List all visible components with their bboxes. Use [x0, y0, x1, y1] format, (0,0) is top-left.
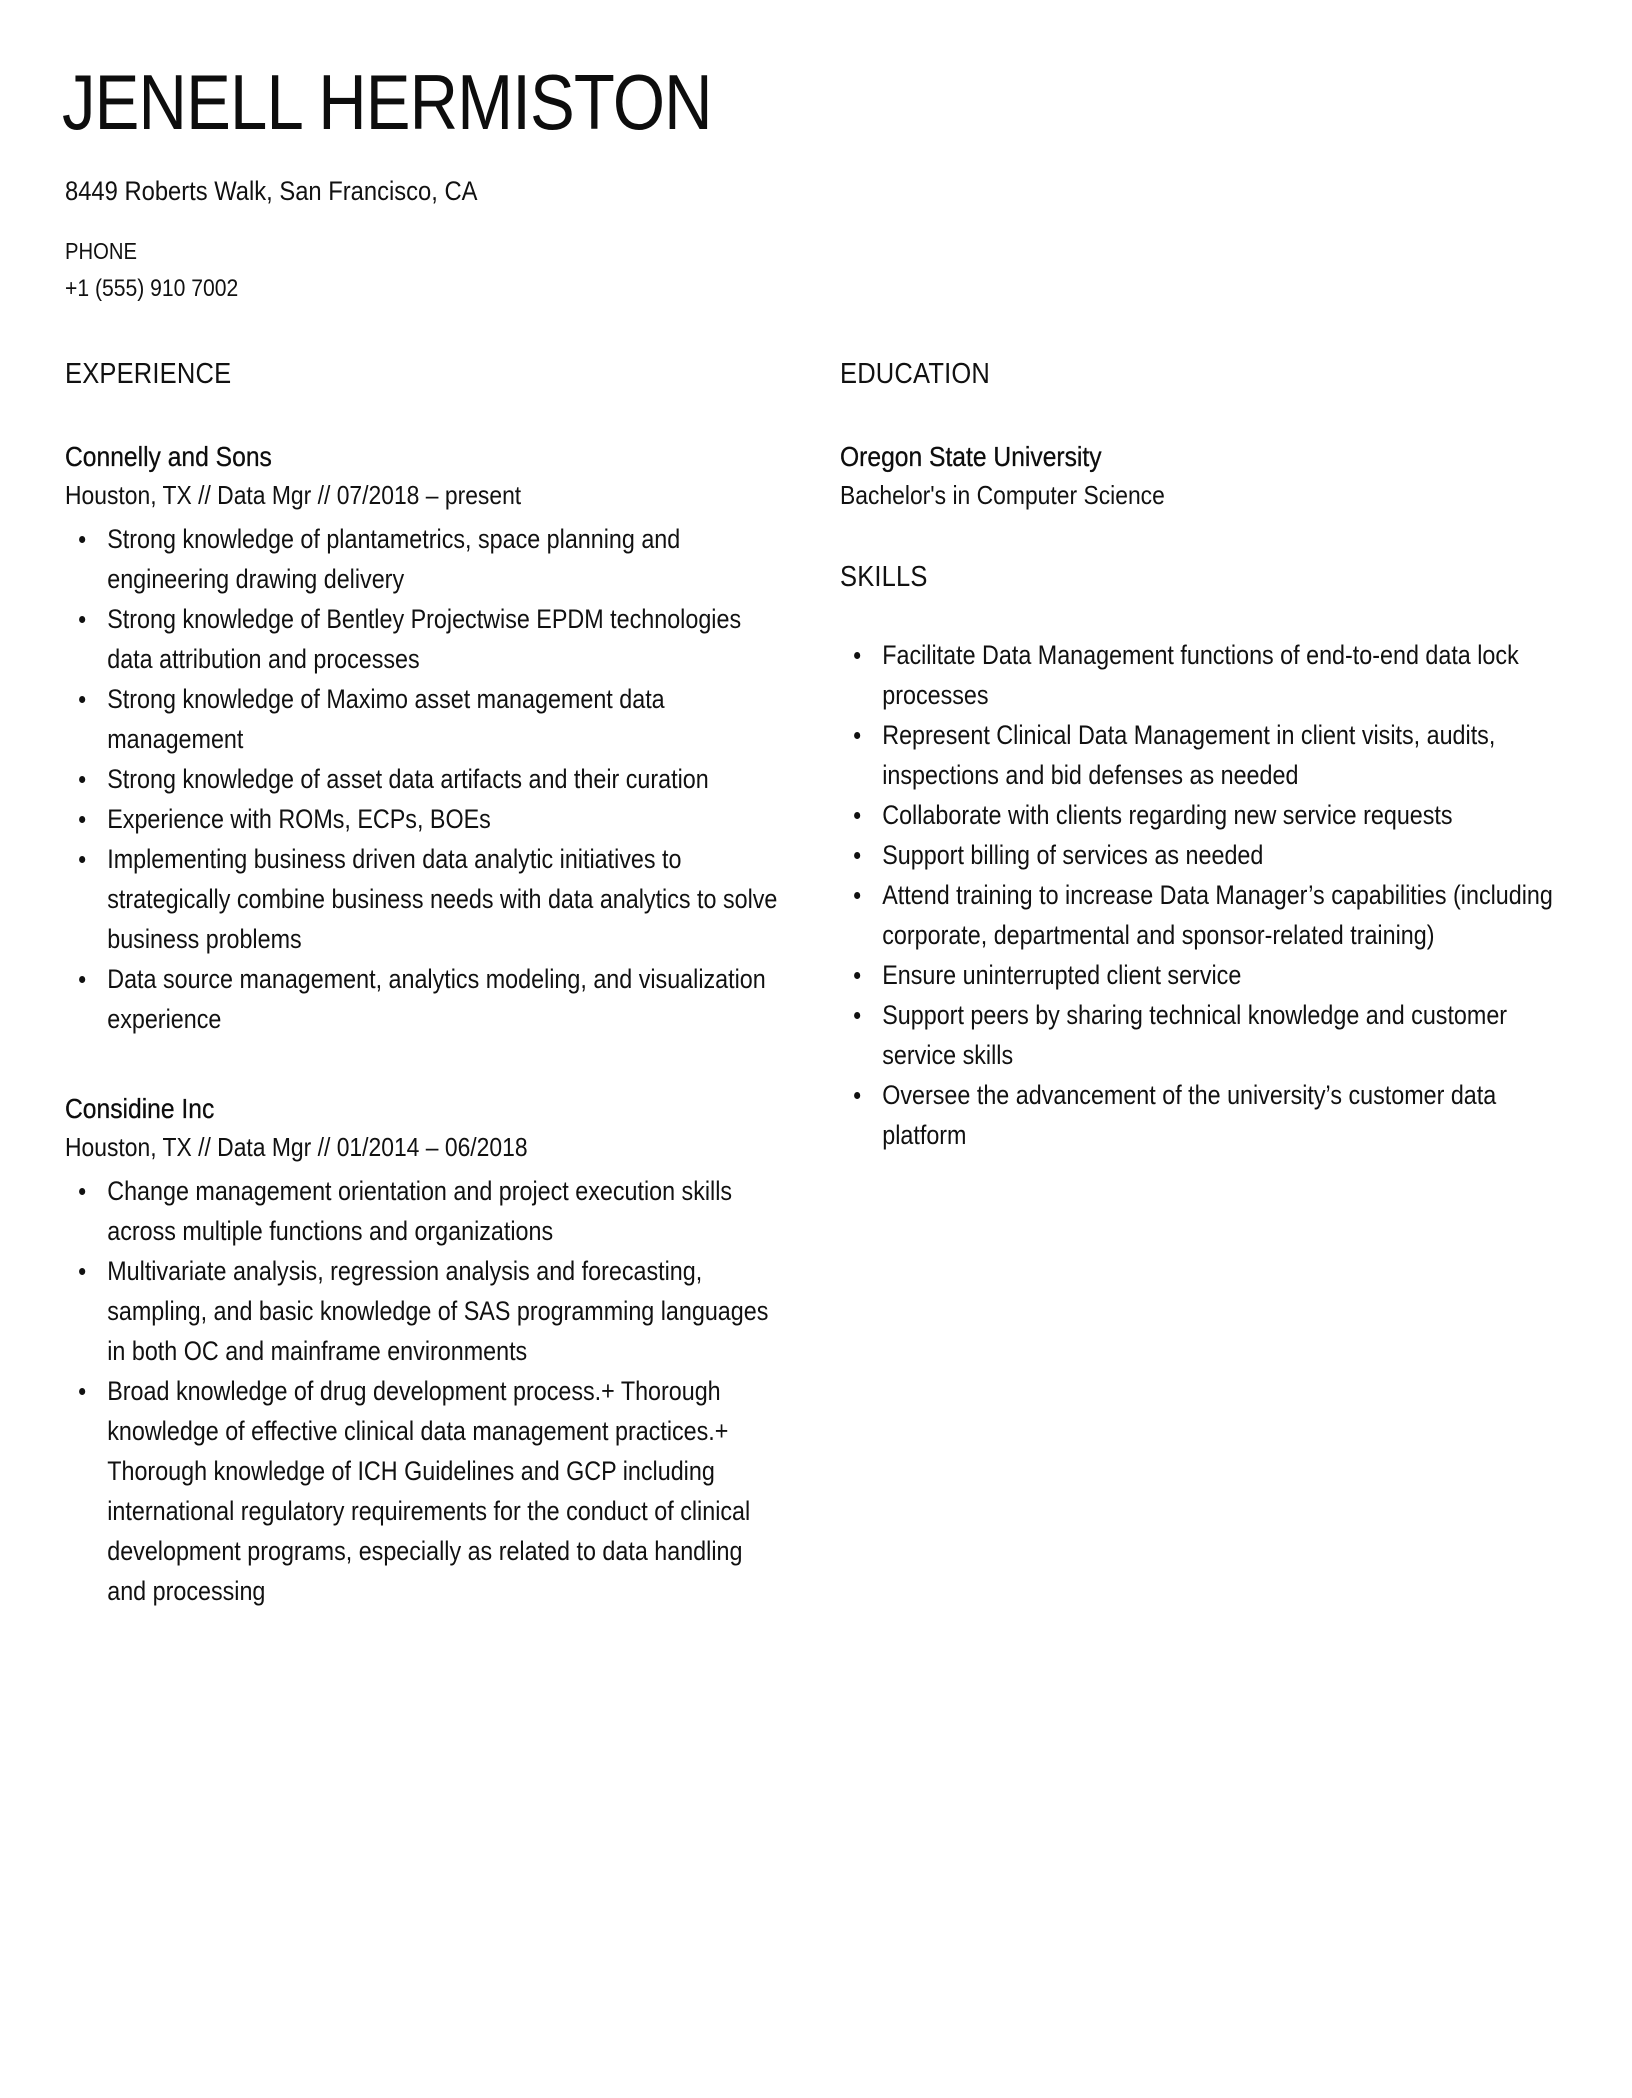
phone-number: +1 (555) 910 7002 [65, 275, 239, 302]
skill-text: Ensure uninterrupted client service [882, 960, 1242, 990]
job-bullet [107, 959, 786, 1039]
education-title: EDUCATION [840, 358, 990, 390]
skills-list [840, 635, 1581, 1155]
skills-title: SKILLS [840, 561, 928, 593]
skill-item [882, 955, 1581, 995]
job-bullet [107, 679, 786, 759]
bullet-icon [854, 972, 860, 979]
bullet-icon [79, 1388, 85, 1395]
bullet-icon [79, 1188, 85, 1195]
bullet-text: Implementing business driven data analytic initiatives to strategically combine business needs with data analytics to solve business problems [107, 844, 778, 954]
bullet-icon [854, 732, 860, 739]
bullet-icon [854, 852, 860, 859]
experience-section [65, 356, 785, 1611]
skill-item [882, 715, 1581, 795]
school-name: Oregon State University [840, 441, 1102, 472]
bullet-text: Strong knowledge of Maximo asset management data management [107, 684, 665, 754]
skill-text: Facilitate Data Management functions of end-to-end data lock processes [882, 640, 1519, 710]
bullet-icon [79, 776, 85, 783]
job-meta: Houston, TX // Data Mgr // 01/2014 – 06/2018 [65, 1132, 528, 1162]
job-bullets [65, 1171, 787, 1611]
skill-text: Represent Clinical Data Management in client visits, audits, inspections and bid defenses as needed [882, 720, 1496, 790]
skills-section [840, 559, 1581, 1155]
bullet-text: Multivariate analysis, regression analysis and forecasting, sampling, and basic knowledge of SAS programming languages in both OC and mainframe environments [107, 1256, 769, 1366]
skill-item [882, 875, 1581, 955]
skill-item [882, 635, 1581, 715]
skill-text: Oversee the advancement of the university’s customer data platform [882, 1080, 1497, 1150]
address: 8449 Roberts Walk, San Francisco, CA [65, 176, 478, 206]
bullet-text: Change management orientation and project execution skills across multiple functions and organizations [107, 1176, 733, 1246]
bullet-icon [79, 536, 85, 543]
bullet-icon [854, 1012, 860, 1019]
job-bullet [107, 1251, 786, 1371]
degree: Bachelor's in Computer Science [840, 480, 1165, 510]
bullet-icon [79, 816, 85, 823]
bullet-icon [854, 812, 860, 819]
bullet-text: Strong knowledge of plantametrics, space planning and engineering drawing delivery [107, 524, 681, 594]
job-bullet [107, 799, 786, 839]
right-column [840, 356, 1580, 1155]
bullet-icon [854, 892, 860, 899]
experience-title: EXPERIENCE [65, 358, 232, 390]
job-company: Connelly and Sons [65, 441, 272, 472]
education-entry [840, 439, 1581, 515]
skill-text: Support peers by sharing technical knowledge and customer service skills [882, 1000, 1508, 1070]
skill-item [882, 835, 1581, 875]
job-bullet [107, 1371, 786, 1611]
education-section [840, 356, 1581, 515]
job-entry [65, 439, 787, 1039]
job-bullet [107, 759, 786, 799]
bullet-icon [79, 856, 85, 863]
bullet-icon [854, 1092, 860, 1099]
bullet-text: Experience with ROMs, ECPs, BOEs [107, 804, 491, 834]
skill-item [882, 795, 1581, 835]
job-bullet [107, 519, 786, 599]
bullet-text: Broad knowledge of drug development process.+ Thorough knowledge of effective clinical data management practices.+ Thorough knowledge of ICH Guidelines and GCP including international regulatory requirements for the conduct of clinical development programs, especially as related to data handling and processing [107, 1376, 751, 1606]
bullet-text: Strong knowledge of asset data artifacts and their curation [107, 764, 709, 794]
bullet-icon [79, 1268, 85, 1275]
skill-text: Attend training to increase Data Manager’s capabilities (including corporate, departmental and sponsor-related training) [882, 880, 1553, 950]
phone-label: PHONE [65, 238, 137, 264]
skill-text: Collaborate with clients regarding new service requests [882, 800, 1453, 830]
skill-item [882, 995, 1581, 1075]
job-bullet [107, 1171, 786, 1251]
bullet-icon [854, 652, 860, 659]
bullet-text: Data source management, analytics modeling, and visualization experience [107, 964, 766, 1034]
bullet-icon [79, 616, 85, 623]
skill-text: Support billing of services as needed [882, 840, 1264, 870]
job-bullet [107, 839, 786, 959]
bullet-text: Strong knowledge of Bentley Projectwise EPDM technologies data attribution and processes [107, 604, 742, 674]
candidate-name: JENELL HERMISTON [62, 58, 712, 146]
bullet-icon [79, 696, 85, 703]
skill-item [882, 1075, 1581, 1155]
job-bullets [65, 519, 787, 1039]
job-meta: Houston, TX // Data Mgr // 07/2018 – present [65, 480, 522, 510]
job-entry [65, 1091, 787, 1611]
job-company: Considine Inc [65, 1093, 215, 1124]
job-bullet [107, 599, 786, 679]
bullet-icon [79, 976, 85, 983]
